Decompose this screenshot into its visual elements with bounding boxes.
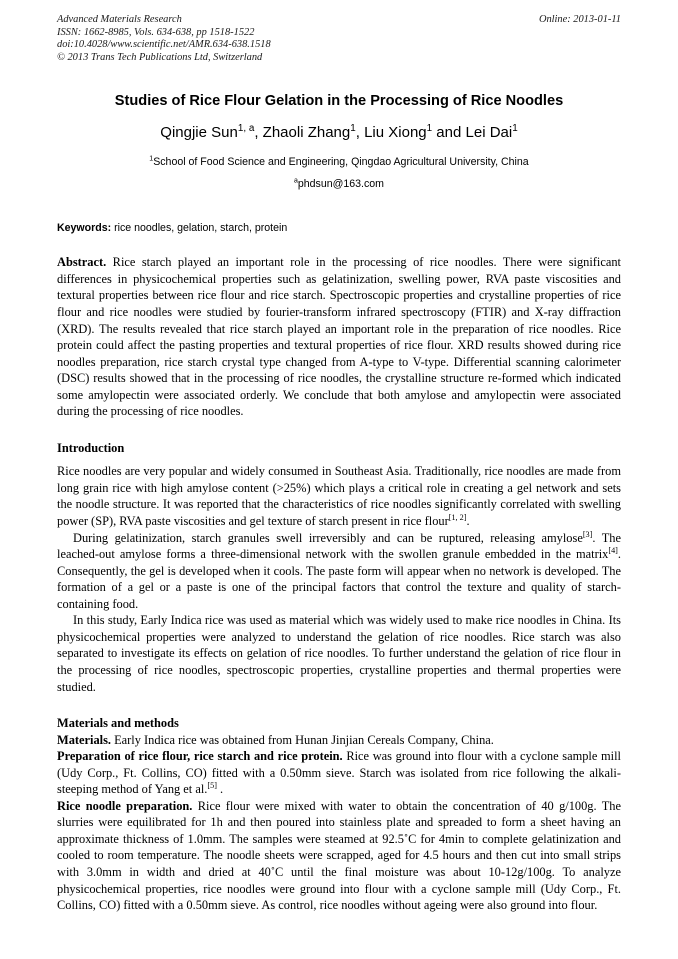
journal-issn: ISSN: 1662-8985, Vols. 634-638, pp 1518-1522 [57, 26, 255, 38]
citation-ref-3: [3] [582, 529, 593, 539]
page-title: Studies of Rice Flour Gelation in the Processing of Rice Noodles [114, 93, 564, 110]
author-name-2: Zhaoli Zhang [262, 124, 351, 142]
author-separator-3: and [432, 124, 466, 142]
methods-materials [57, 732, 621, 749]
email-address: phdsun@163.com [297, 178, 385, 191]
journal-copyright: © 2013 Trans Tech Publications Ltd, Switzerland [57, 51, 263, 63]
keywords-values: rice noodles, gelation, starch, protein [111, 222, 288, 235]
methods-noodle-text: Rice flour were mixed with water to obtain the concentration of 40 g/100g. The slurries were equilibrated for 1h and then poured into stainless plate and spreaded to form a sheet having an approximate thickness of 1.0mm. The samples were steamed at 92.5˚C for 4min to complete gelatinization and cooled to room temperature. The noodle sheets were scrapped, aged for 4.5 hours and then cut into small strips with 3.0mm in width and dried at 40˚C until the final moisture was about 10-12g/100g. To analyze physicochemical properties, rice noodles were ground into flour with a cyclone sample mill (Udy Corp., Ft. Collins, CO) fitted with a 0.50mm sieve. As control, rice noodles without ageing were also ground into flour. [57, 798, 621, 913]
methods-materials-label: Materials. [57, 732, 112, 747]
methods-noodle-preparation [57, 798, 621, 914]
citation-ref-1-2: [1, 2] [448, 512, 467, 522]
keywords-label: Keywords: [57, 222, 112, 235]
journal-doi: doi:10.4028/www.scientific.net/AMR.634-638.1518 [57, 39, 271, 51]
journal-header [57, 14, 621, 64]
affiliation-marker: 1 [149, 155, 154, 163]
intro-p2-text-b: . The leached-out amylose forms a three-dimensional network with the swollen granule embedded in the matrix [57, 530, 621, 562]
methods-preparation [57, 748, 621, 798]
author-affil-marker-1: 1, a [237, 123, 255, 135]
intro-p1-text: Rice noodles are very popular and widely consumed in Southeast Asia. Traditionally, rice noodles are made from long grain rice with high amylose content (>25%) which plays a critical role in creating a gel network and sets the noodle structure. It was reported that the characteristics of rice noodles significantly correlated with swelling power (SP), RVA paste viscosities and gel texture of starch present in rice flour [57, 464, 621, 529]
citation-ref-5: [5] [207, 781, 217, 791]
intro-p2-text-c: . Consequently, the gel is developed when it cools. The paste form will appear when no network is developed. The formation of a gel or a paste is one of the principal factors that control the texture and quality of starch-containing food. [57, 547, 621, 611]
section-heading-materials-and-methods: Materials and methods [57, 716, 179, 731]
affiliation [57, 155, 621, 170]
methods-preparation-text: Rice was ground into flour with a cyclone sample mill (Udy Corp., Ft. Collins, CO) fitted with a 0.50mm sieve. Starch was isolated from rice following the alkali-steeping method of Yang et al. [57, 749, 621, 797]
abstract [57, 254, 621, 419]
author-name-1: Qingjie Sun [160, 124, 238, 142]
author-name-4: Lei Dai [465, 124, 513, 142]
author-separator-2: , [355, 124, 365, 142]
intro-p1-tail: . [466, 514, 470, 529]
intro-paragraph-2 [57, 530, 621, 613]
citation-ref-4: [4] [608, 546, 618, 555]
corresponding-email [57, 177, 621, 192]
methods-noodle-label: Rice noodle preparation. [57, 798, 193, 813]
methods-preparation-label: Preparation of rice flour, rice starch and rice protein. [57, 749, 343, 764]
intro-paragraph-1 [57, 463, 621, 529]
online-date: Online: 2013-01-11 [538, 14, 621, 25]
author-affil-marker-2: 1 [350, 123, 356, 135]
intro-paragraph-3: In this study, Early Indica rice was used as material which was widely used to make rice noodles in China. Its physicochemical properties were analyzed to understand the gelation of rice noodles. Rice starch was also separated to investigate its effects on gelation of rice noodles. To further understand the gelation of rice flour in the processing of rice noodles, spectroscopic properties, crystalline properties and thermal properties were studied. [57, 613, 621, 694]
intro-p2-text-a: During gelatinization, starch granules swell irreversibly and can be ruptured, releasing amylose [73, 530, 583, 545]
abstract-text: Rice starch played an important role in the processing of rice noodles. There were significant differences in physicochemical properties such as gelatinization, swelling power, RVA paste viscosities and textural properties between rice flour and rice starch. Spectroscopic properties and crystalline properties of rice flour and rice noodles were studied by fourier-transform infrared spectroscopy (FTIR) and X-ray diffraction (XRD). The results revealed that rice starch played an important role in the preparation of rice noodles. Rice protein could affect the pasting properties and textural properties of rice flour. XRD results showed during rice noodles preparation, rice starch crystal type changed from A-type to V-type. Differential scanning calorimeter (DSC) results showed that in the processing of rice noodles, the crystalline structure re-formed which indicated some amylopectin were associated orderly. We conclude that both amylose and amylopectin were associated during the processing of rice noodles. [57, 255, 621, 419]
author-affil-marker-4: 1 [512, 123, 518, 135]
keywords [57, 221, 621, 236]
email-marker: a [293, 177, 298, 185]
author-name-3: Liu Xiong [364, 124, 427, 142]
page-content [57, 14, 621, 914]
journal-name: Advanced Materials Research [57, 14, 182, 25]
author-separator-1: , [254, 124, 263, 142]
author-list [57, 123, 621, 143]
affiliation-text: School of Food Science and Engineering, Qingdao Agricultural University, China [153, 156, 529, 169]
abstract-label: Abstract. [57, 255, 107, 270]
methods-materials-text: Early Indica rice was obtained from Hunan Jinjian Cereals Company, China. [111, 732, 494, 747]
section-heading-introduction: Introduction [57, 440, 125, 455]
author-affil-marker-3: 1 [426, 123, 433, 135]
methods-preparation-tail: . [216, 782, 224, 797]
